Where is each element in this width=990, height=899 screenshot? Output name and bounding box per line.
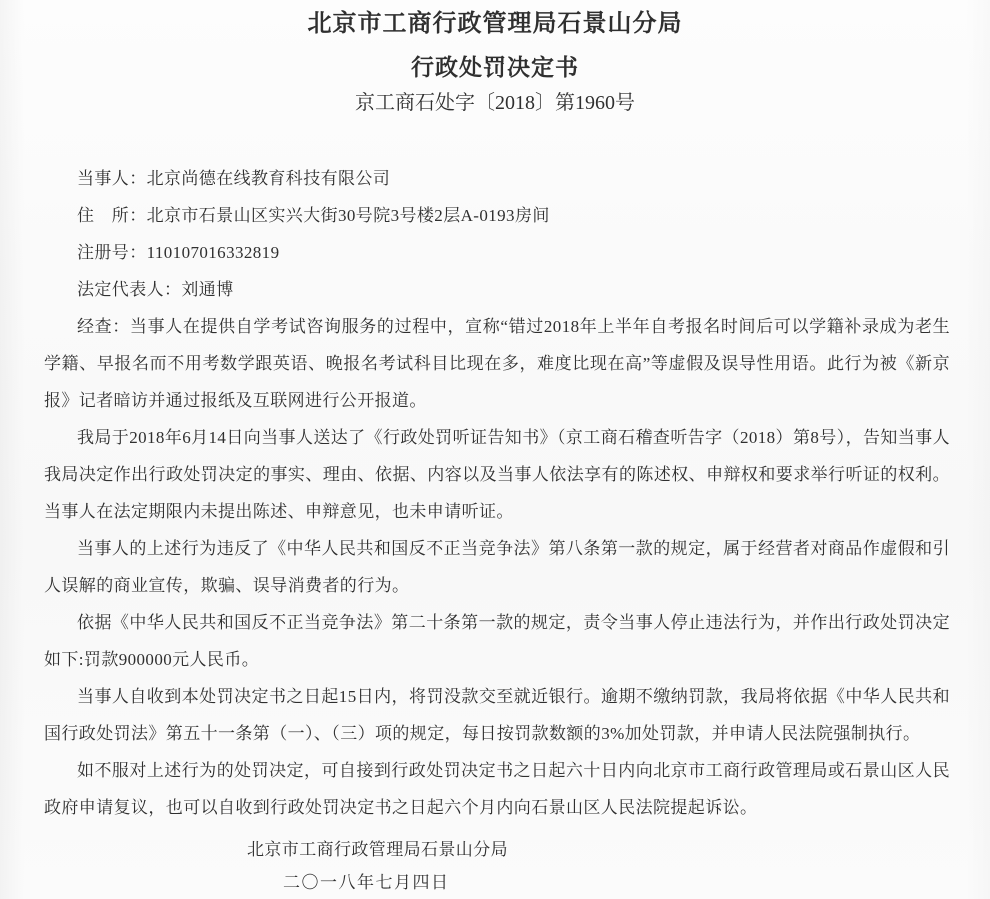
paragraph-findings: 经查：当事人在提供自学考试咨询服务的过程中，宣称“错过2018年上半年自考报名时间后可以学籍补录成为老生学籍、早报名而不用考数学跟英语、晚报名考试科目比现在多，难度比现在高”等虚假及误导性用语。此行为被《新京报》记者暗访并通过报纸及互联网进行公开报道。: [44, 317, 950, 410]
document-body: [44, 160, 950, 899]
paragraph-violation: 当事人的上述行为违反了《中华人民共和国反不正当竞争法》第八条第一款的规定，属于经营者对商品作虚假和引人误解的商业宣传，欺骗、误导消费者的行为。: [44, 539, 950, 595]
field-registration-number: [44, 234, 950, 271]
signature-block: [44, 832, 950, 899]
field-registration-number-label: 注册号：: [77, 243, 147, 262]
field-legal-representative: [44, 271, 950, 308]
field-address-label: 住 所：: [77, 206, 147, 225]
field-address: [44, 197, 950, 234]
field-party-name: [44, 160, 950, 197]
document-number: 京工商石处字〔2018〕第1960号: [355, 92, 635, 114]
signature-date: 二〇一八年七月四日: [283, 873, 450, 892]
paragraph-payment-terms: 当事人自收到本处罚决定书之日起15日内，将罚没款交至就近银行。逾期不缴纳罚款，我局将依据《中华人民共和国行政处罚法》第五十一条第（一）、（三）项的规定，每日按罚款数额的3%加处罚款，并申请人民法院强制执行。: [44, 687, 950, 743]
signature-authority: 北京市工商行政管理局石景山分局: [247, 840, 508, 859]
field-legal-representative-label: 法定代表人：: [77, 280, 182, 299]
paragraph-appeal-rights: 如不服对上述行为的处罚决定，可自接到行政处罚决定书之日起六十日内向北京市工商行政管理局或石景山区人民政府申请复议，也可以自收到行政处罚决定书之日起六个月内向石景山区人民法院提起诉讼。: [44, 761, 950, 817]
field-address-value: 北京市石景山区实兴大街30号院3号楼2层A-0193房间: [146, 206, 550, 225]
paragraph-penalty-decision: 依据《中华人民共和国反不正当竞争法》第二十条第一款的规定，责令当事人停止违法行为，并作出行政处罚决定如下:罚款900000元人民币。: [44, 613, 950, 669]
field-party-name-value: 北京尚德在线教育科技有限公司: [146, 169, 391, 188]
document-type-title: 行政处罚决定书: [411, 55, 579, 80]
paragraph-hearing-notice: 我局于2018年6月14日向当事人送达了《行政处罚听证告知书》（京工商石稽查听告字（2018）第8号），告知当事人我局决定作出行政处罚决定的事实、理由、依据、内容以及当事人依法享有的陈述权、申辩权和要求举行听证的权利。当事人在法定期限内未提出陈述、申辩意见，也未申请听证。: [44, 428, 950, 521]
field-registration-number-value: 110107016332819: [146, 243, 280, 262]
field-legal-representative-value: 刘通博: [181, 280, 234, 299]
title-block: [0, 0, 990, 116]
field-party-name-label: 当事人：: [77, 169, 147, 188]
issuing-authority-title: 北京市工商行政管理局石景山分局: [307, 11, 683, 37]
